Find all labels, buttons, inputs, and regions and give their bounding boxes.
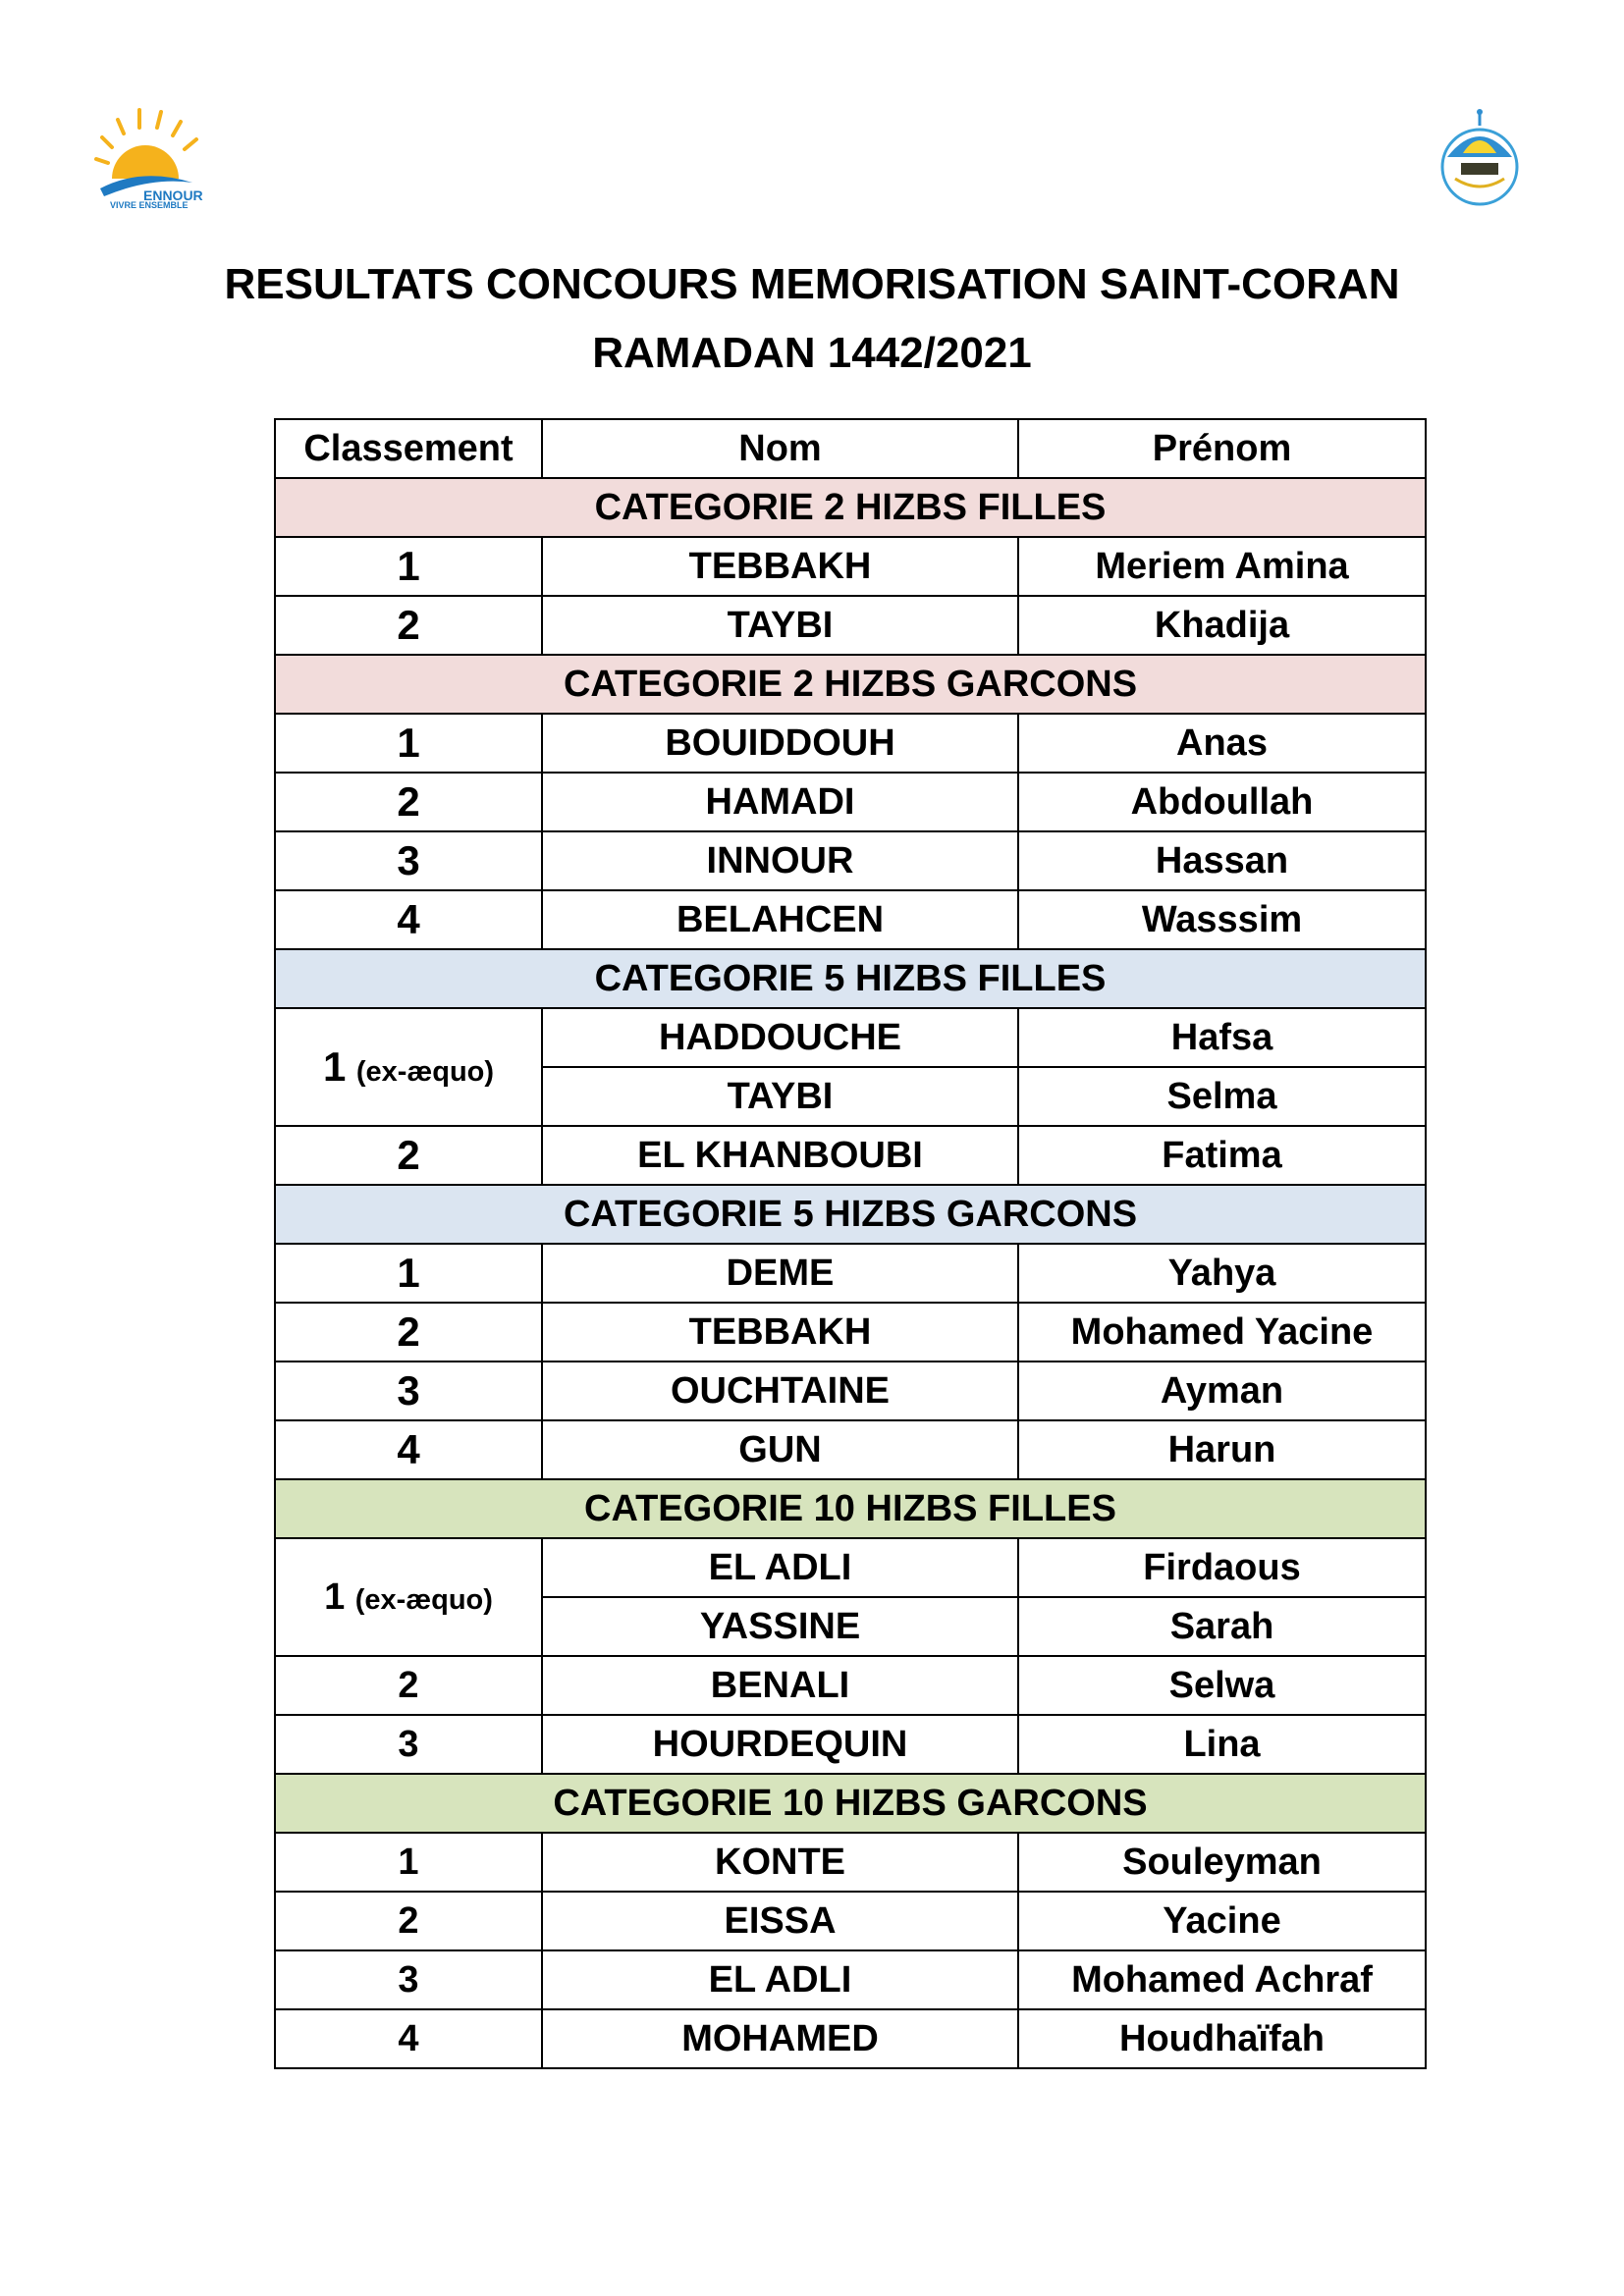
table-row [275, 1303, 1426, 1362]
nom-cell: EISSA [542, 1892, 1018, 1950]
table-row [275, 1833, 1426, 1892]
category-title: CATEGORIE 5 HIZBS FILLES [275, 949, 1426, 1008]
svg-text:VIVRE ENSEMBLE: VIVRE ENSEMBLE [110, 200, 189, 210]
rank-cell [275, 1950, 542, 2009]
table-row [275, 1244, 1426, 1303]
prenom-cell: Hassan [1018, 831, 1426, 890]
table-row [275, 537, 1426, 596]
table-row [275, 1008, 1426, 1067]
rank-value: 1 [322, 1043, 347, 1090]
prenom-cell: Lina [1018, 1715, 1426, 1774]
category-title: CATEGORIE 2 HIZBS FILLES [275, 478, 1426, 537]
rank-value: 2 [397, 778, 420, 825]
rank-value: 3 [398, 1959, 419, 2001]
nom-cell: TAYBI [542, 1067, 1018, 1126]
ex-aequo-note: (ex-æquo) [355, 1056, 495, 1088]
svg-text:ENNOUR: ENNOUR [143, 187, 203, 203]
prenom-cell: Houdhaïfah [1018, 2009, 1426, 2068]
rank-value: 4 [397, 1426, 420, 1472]
rank-cell [275, 1126, 542, 1185]
prenom-cell: Yahya [1018, 1244, 1426, 1303]
rank-value: 2 [397, 1308, 420, 1355]
results-table [274, 418, 1427, 2069]
rank-value: 2 [397, 1132, 420, 1178]
prenom-cell: Ayman [1018, 1362, 1426, 1420]
header-rank: Classement [275, 419, 542, 478]
prenom-cell: Wasssim [1018, 890, 1426, 949]
nom-cell: BENALI [542, 1656, 1018, 1715]
rank-value: 1 [398, 1842, 419, 1883]
mosque-emblem-logo [1434, 106, 1527, 209]
prenom-cell: Sarah [1018, 1597, 1426, 1656]
nom-cell: HOURDEQUIN [542, 1715, 1018, 1774]
nom-cell: EL KHANBOUBI [542, 1126, 1018, 1185]
nom-cell: DEME [542, 1244, 1018, 1303]
rank-value: 1 [397, 1250, 420, 1296]
table-row [275, 1950, 1426, 2009]
category-row [275, 655, 1426, 714]
rank-cell [275, 596, 542, 655]
nom-cell: MOHAMED [542, 2009, 1018, 2068]
rank-cell [275, 773, 542, 831]
nom-cell: TEBBAKH [542, 1303, 1018, 1362]
header-prenom: Prénom [1018, 419, 1426, 478]
category-row [275, 1185, 1426, 1244]
nom-cell: GUN [542, 1420, 1018, 1479]
category-row [275, 949, 1426, 1008]
table-row [275, 2009, 1426, 2068]
rank-value: 1 [324, 1576, 346, 1618]
rank-cell [275, 890, 542, 949]
category-row [275, 1774, 1426, 1833]
rank-cell [275, 1715, 542, 1774]
nom-cell: HAMADI [542, 773, 1018, 831]
prenom-cell: Meriem Amina [1018, 537, 1426, 596]
prenom-cell: Hafsa [1018, 1008, 1426, 1067]
table-row [275, 1715, 1426, 1774]
nom-cell: INNOUR [542, 831, 1018, 890]
table-row [275, 1656, 1426, 1715]
prenom-cell: Yacine [1018, 1892, 1426, 1950]
ennour-logo [82, 98, 210, 216]
ex-aequo-note: (ex-æquo) [354, 1584, 493, 1616]
nom-cell: OUCHTAINE [542, 1362, 1018, 1420]
prenom-cell: Anas [1018, 714, 1426, 773]
rank-cell [275, 1833, 542, 1892]
table-row [275, 1538, 1426, 1597]
table-row [275, 1892, 1426, 1950]
category-title: CATEGORIE 5 HIZBS GARCONS [275, 1185, 1426, 1244]
table-row [275, 1362, 1426, 1420]
rank-value: 4 [397, 896, 420, 942]
mosque-emblem-icon [1442, 109, 1517, 204]
rank-value: 2 [398, 1900, 419, 1942]
nom-cell: BELAHCEN [542, 890, 1018, 949]
prenom-cell: Souleyman [1018, 1833, 1426, 1892]
nom-cell: TEBBAKH [542, 537, 1018, 596]
rank-value: 1 [397, 543, 420, 589]
rank-cell [275, 1244, 542, 1303]
table-row [275, 773, 1426, 831]
prenom-cell: Harun [1018, 1420, 1426, 1479]
table-row [275, 831, 1426, 890]
nom-cell: EL ADLI [542, 1950, 1018, 2009]
category-title: CATEGORIE 10 HIZBS FILLES [275, 1479, 1426, 1538]
category-title: CATEGORIE 2 HIZBS GARCONS [275, 655, 1426, 714]
rank-cell [275, 1656, 542, 1715]
category-title: CATEGORIE 10 HIZBS GARCONS [275, 1774, 1426, 1833]
table-header-row [275, 419, 1426, 478]
nom-cell: HADDOUCHE [542, 1008, 1018, 1067]
results-body [275, 478, 1426, 2068]
document-title: RESULTATS CONCOURS MEMORISATION SAINT-CORAN [224, 260, 1400, 308]
category-row [275, 1479, 1426, 1538]
table-row [275, 596, 1426, 655]
nom-cell: KONTE [542, 1833, 1018, 1892]
nom-cell: TAYBI [542, 596, 1018, 655]
rank-value: 2 [397, 602, 420, 648]
nom-cell: BOUIDDOUH [542, 714, 1018, 773]
rank-value: 2 [398, 1665, 419, 1706]
table-row [275, 714, 1426, 773]
rank-value: 3 [398, 1724, 419, 1765]
prenom-cell: Selwa [1018, 1656, 1426, 1715]
rank-cell [275, 1420, 542, 1479]
prenom-cell: Fatima [1018, 1126, 1426, 1185]
prenom-cell: Selma [1018, 1067, 1426, 1126]
prenom-cell: Khadija [1018, 596, 1426, 655]
nom-cell: YASSINE [542, 1597, 1018, 1656]
prenom-cell: Abdoullah [1018, 773, 1426, 831]
document-subtitle: RAMADAN 1442/2021 [592, 329, 1032, 377]
prenom-cell: Mohamed Achraf [1018, 1950, 1426, 2009]
rank-cell [275, 714, 542, 773]
rank-value: 4 [398, 2018, 419, 2059]
prenom-cell: Mohamed Yacine [1018, 1303, 1426, 1362]
table-row [275, 1126, 1426, 1185]
rank-value: 3 [397, 837, 420, 883]
rank-value: 1 [397, 720, 420, 766]
rank-cell [275, 1303, 542, 1362]
category-row [275, 478, 1426, 537]
rank-cell [275, 1538, 542, 1656]
nom-cell: EL ADLI [542, 1538, 1018, 1597]
table-row [275, 890, 1426, 949]
rank-cell [275, 1892, 542, 1950]
rank-cell [275, 831, 542, 890]
table-row [275, 1420, 1426, 1479]
sun-logo-icon [96, 110, 196, 196]
rank-cell [275, 1362, 542, 1420]
rank-cell [275, 2009, 542, 2068]
rank-cell [275, 537, 542, 596]
rank-cell [275, 1008, 542, 1126]
rank-value: 3 [397, 1367, 420, 1414]
header-nom: Nom [542, 419, 1018, 478]
prenom-cell: Firdaous [1018, 1538, 1426, 1597]
